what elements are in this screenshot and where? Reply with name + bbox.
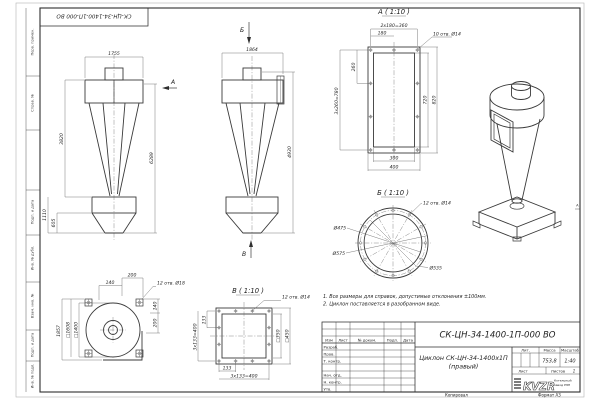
side-arrow-top-label: Б — [239, 27, 245, 34]
detail-v-dim-outer: □450 — [285, 329, 291, 343]
top-dim-right-2: 200 — [153, 318, 159, 328]
detail-v-dim-step-bottom: 133 — [222, 366, 232, 372]
notes — [323, 294, 486, 308]
side-arrow-bottom-label: В — [241, 251, 247, 258]
scroll-top-view — [56, 273, 185, 361]
top-holes-label: 12 отв. Ø18 — [157, 281, 185, 287]
col-podp: Подп. — [386, 337, 399, 343]
detail-view-v — [193, 287, 310, 380]
col-izm: Изм — [325, 337, 333, 343]
front-dim-width: 1755 — [108, 52, 120, 57]
top-dim-left-mid: □1608 — [66, 321, 72, 339]
detail-a-title: А ( 1:10 ) — [378, 8, 410, 16]
detail-b-dia-bolt: Ø535 — [429, 266, 442, 272]
mass-value: 753,8 — [542, 358, 557, 365]
detail-a-dim-right-inner: 720 — [423, 95, 429, 105]
margin-label-sprav-no: Справ. № — [30, 94, 35, 112]
margin-label-perv-primen: Перв. примен. — [30, 28, 35, 56]
top-dim-1: 200 — [127, 273, 137, 279]
top-dim-right-1: 140 — [153, 301, 159, 311]
margin-label-podp-data-1: Подп. и дата — [30, 199, 35, 225]
view-arrow-a-icon — [162, 86, 169, 90]
mass-label: Масса — [543, 347, 556, 353]
zone-label: А — [576, 203, 579, 208]
side-dim-width: 1864 — [246, 48, 258, 53]
margin-label-inv-podl: Инв. № подл. — [30, 363, 35, 389]
row-razrab: Разраб. — [323, 344, 339, 350]
detail-view-a — [334, 8, 461, 171]
logo-text: KVZR — [523, 381, 555, 393]
top-dim-2: 140 — [105, 281, 115, 286]
part-name-line2: (правый) — [448, 363, 479, 371]
title-block — [322, 322, 580, 393]
row-nach-otd: Нач. отд. — [323, 372, 342, 378]
row-n-kontr: Н. контр. — [323, 379, 342, 385]
company-line2: завод РЭП — [554, 383, 571, 387]
part-name-line1: Циклон СК-ЦН-34-1400х1П — [419, 355, 508, 362]
col-list: Лист — [338, 337, 348, 343]
top-dim-left-outer: 1857 — [57, 325, 62, 337]
detail-a-dim-bottom-outer: 400 — [389, 165, 399, 171]
detail-view-b — [332, 189, 451, 281]
detail-a-holes-label: 10 отв. Ø14 — [433, 32, 461, 38]
detail-a-dim-bottom-inner: 300 — [389, 156, 399, 162]
detail-b-dia-inner: Ø475 — [333, 226, 346, 232]
front-dim-hopper-cone: 605 — [52, 218, 57, 228]
margin-label-vzam-inv: Взам. инв. № — [30, 293, 35, 319]
side-view — [222, 22, 295, 258]
iso-view — [473, 82, 561, 242]
note-line-2: 2. Циклон поставляется в разобранном виде. — [323, 301, 441, 308]
detail-a-dim-left-span: 3x260=780 — [335, 87, 340, 115]
front-arrow-label: А — [170, 79, 176, 86]
detail-v-title: В ( 1:10 ) — [232, 287, 264, 295]
view-arrow-b-icon — [247, 37, 251, 44]
side-dim-height: 4930 — [288, 146, 293, 158]
detail-a-dim-top-span: 2x180=360 — [380, 24, 408, 29]
front-dim-hopper: 1110 — [43, 209, 48, 221]
row-utv: Утв. — [323, 386, 332, 392]
company-logo — [514, 379, 572, 394]
format-label: Формат А3 — [538, 392, 561, 398]
company-line1: Котельный — [554, 378, 572, 383]
top-dim-left-inner: □1400 — [74, 321, 80, 339]
detail-a-dim-top-step: 180 — [377, 31, 387, 37]
front-view — [42, 51, 177, 240]
title-doc-number: СК-ЦН-34-1400-1П-000 ВО — [439, 330, 556, 341]
scale-label: Масштаб — [560, 347, 580, 353]
detail-b-title: Б ( 1:10 ) — [377, 189, 409, 197]
margin-label-podp-data-2: Подп. и дата — [30, 332, 35, 358]
sheets-label: Листов — [550, 368, 566, 374]
detail-v-dim-span-left: 3x133=400 — [193, 323, 199, 351]
lit-label: Лит. — [521, 347, 530, 353]
detail-v-dim-span-bottom: 3x133=400 — [230, 374, 258, 380]
scale-value: 1:40 — [564, 358, 576, 365]
row-prov: Пров. — [323, 351, 335, 357]
sheets-value: 1 — [572, 368, 576, 374]
row-t-kontr: Т. контр. — [323, 358, 342, 364]
detail-v-dim-step-left: 133 — [202, 315, 208, 325]
corner-doc-number: СК-ЦН-34-1400-1П-000 ВО — [56, 12, 132, 19]
detail-b-holes-label: 12 отв. Ø14 — [423, 201, 451, 207]
detail-v-bolt-holes — [217, 309, 271, 363]
col-doc: № докум. — [357, 337, 377, 343]
copy-label: Копировал — [445, 392, 468, 398]
detail-v-holes-label: 12 отв. Ø14 — [282, 295, 310, 301]
detail-b-dia-outer: Ø575 — [332, 252, 345, 257]
margin-label-inv-dubl: Инв. № дубл. — [30, 245, 35, 271]
front-dim-total-height: 6289 — [150, 152, 155, 164]
note-line-1: 1. Все размеры для справок, допустимые отклонения ±100мм. — [323, 294, 487, 300]
detail-a-dim-left-step: 260 — [352, 62, 357, 72]
col-data: Дата — [403, 337, 413, 343]
front-dim-body-height: 3820 — [60, 133, 65, 145]
sheet-label: Лист — [518, 368, 528, 374]
detail-v-dim-inner: □350 — [276, 329, 282, 343]
view-arrow-v-icon — [249, 240, 253, 247]
detail-a-dim-right-outer: 820 — [432, 95, 438, 105]
